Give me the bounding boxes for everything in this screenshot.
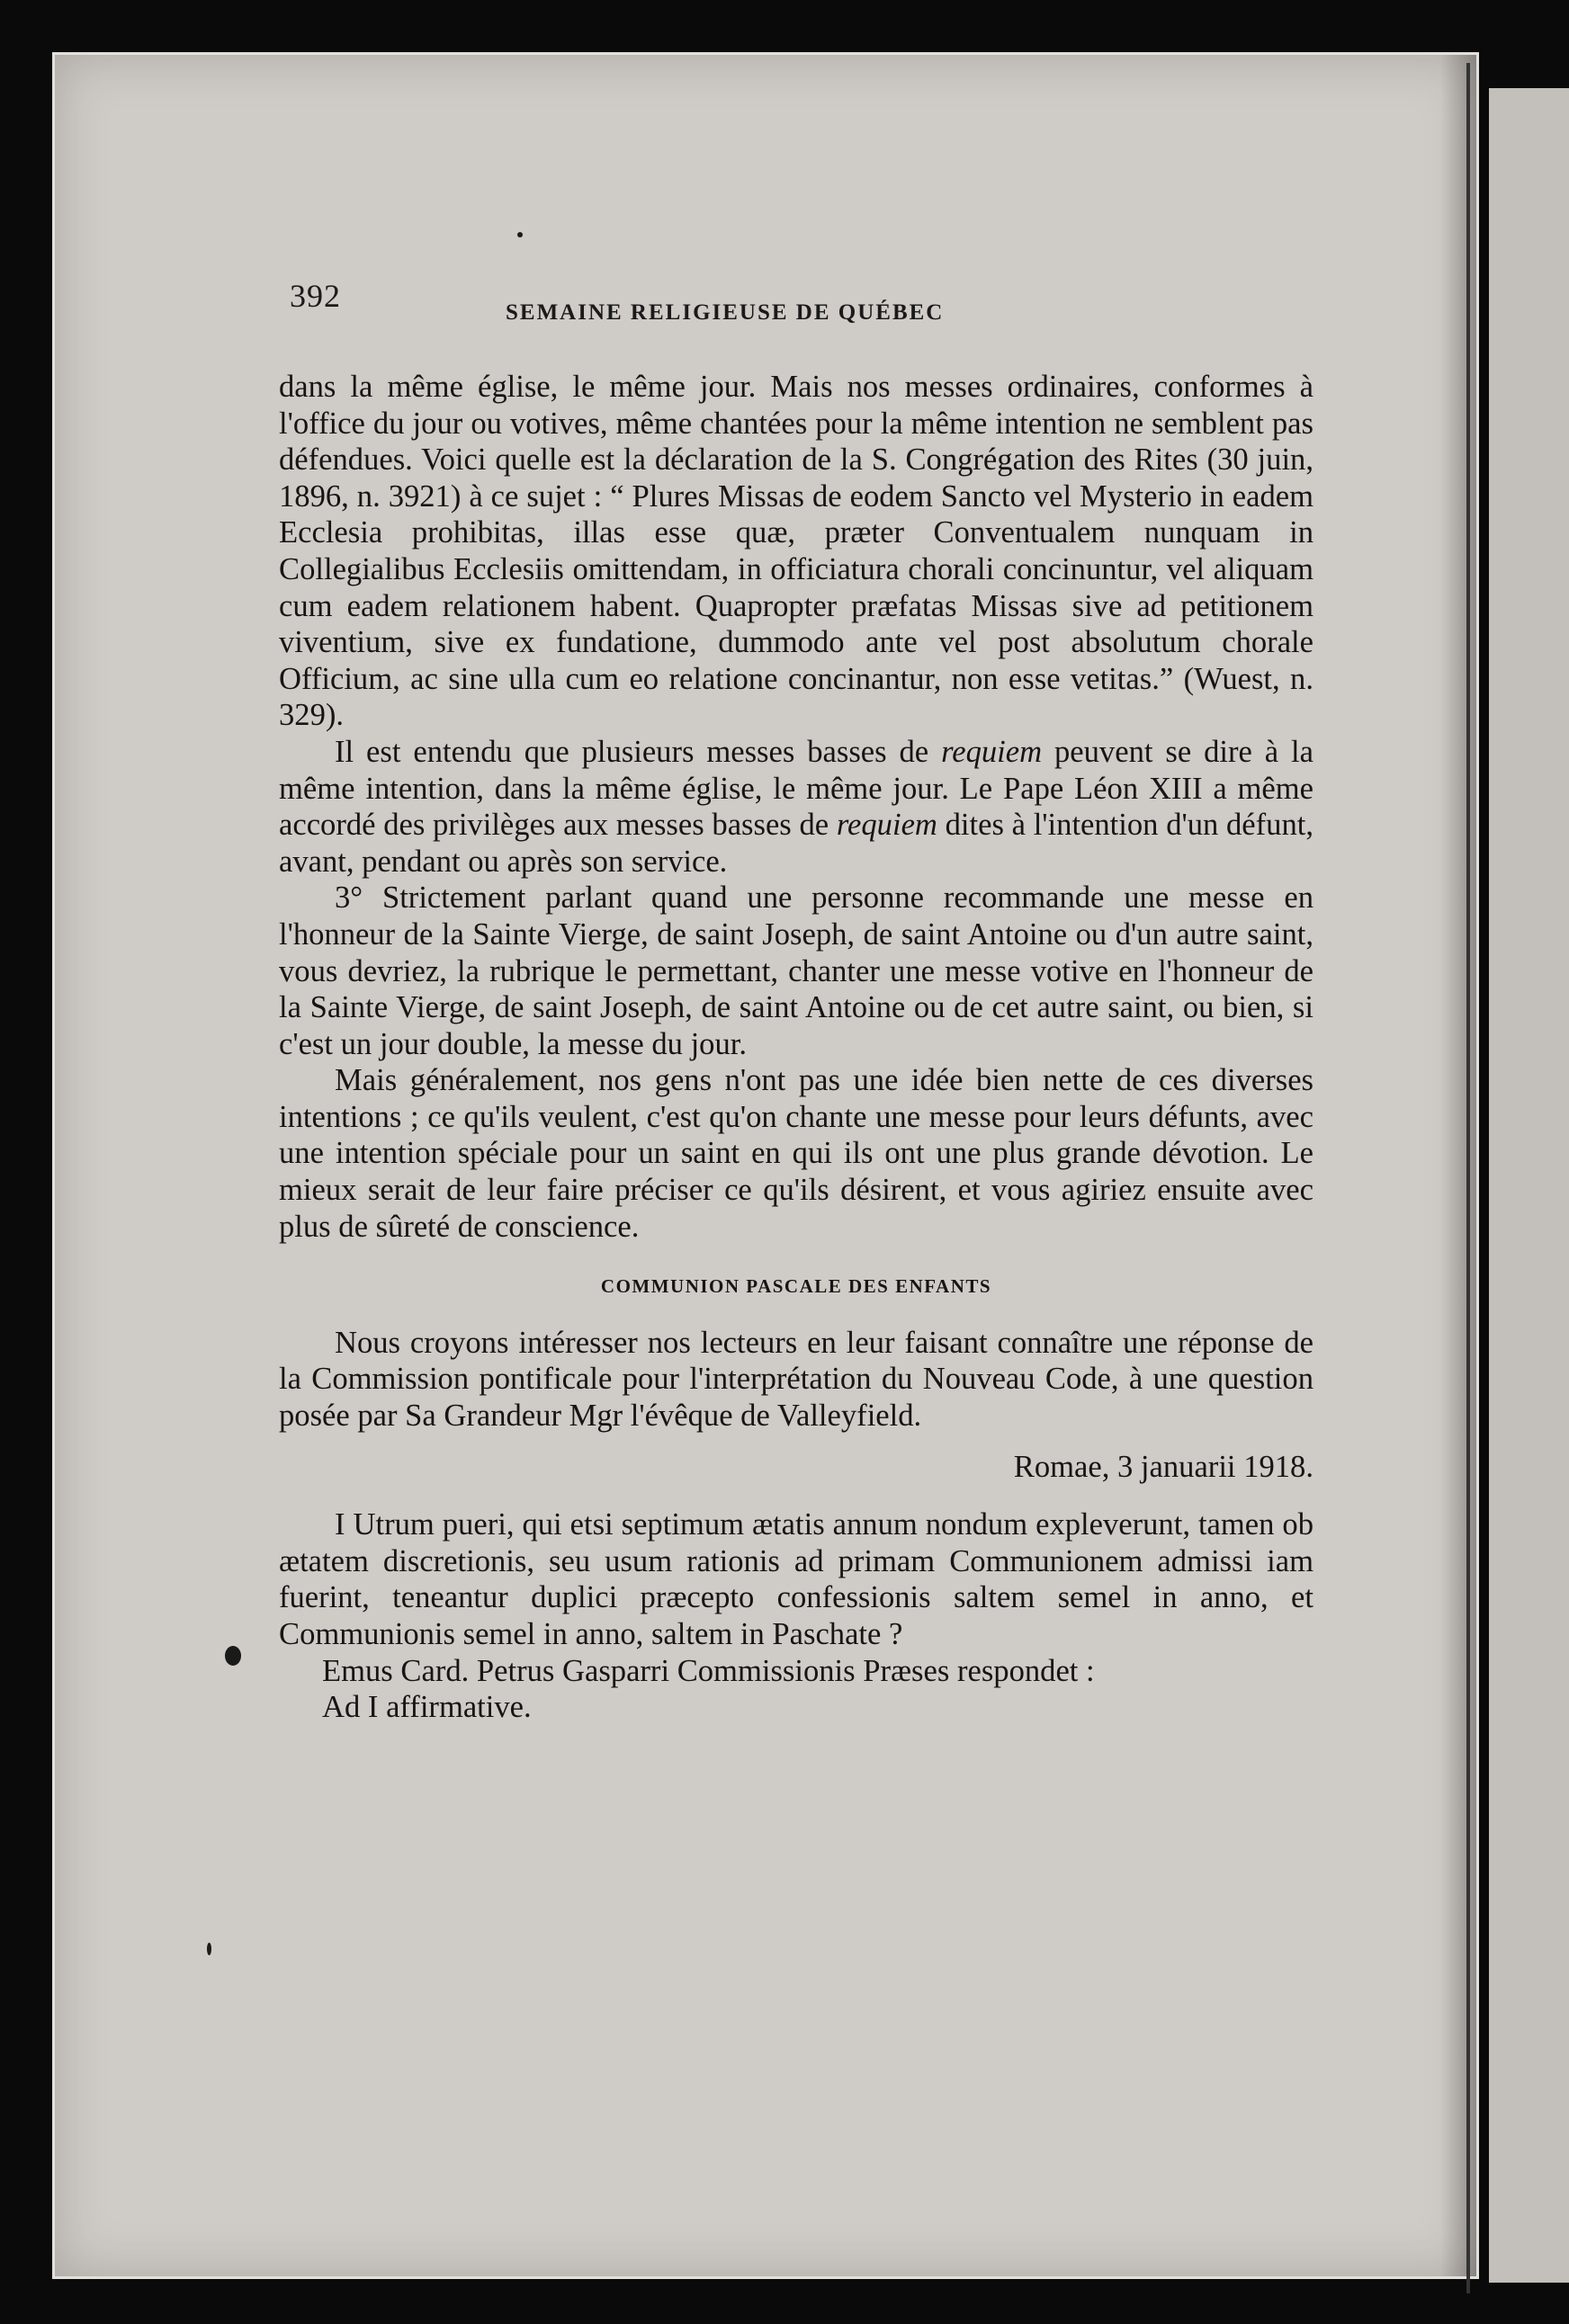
paragraph-general-intentions: Mais généralement, nos gens n'ont pas une idée bien nette de ces diverses intentions ; ce qu'ils veulent, c'est qu'on chante une messe pour leurs défunts, avec une intention spéciale pour un saint en qui ils ont une plus grande dévotion. Le mieux serait de leur faire préciser ce qu'ils désirent, et vous agiriez ensuite avec plus de sûreté de conscience. <box>279 1063 1313 1244</box>
paragraph-requiem-text-1: Il est entendu que plusieurs messes basses de <box>335 734 942 769</box>
section-heading: COMMUNION PASCALE DES ENFANTS <box>600 1275 992 1298</box>
paragraph-requiem-text-3: dites à l'intention d'un défunt, avant, pendant ou après son service. <box>279 808 1313 879</box>
response-answer: Ad I affirmative. <box>322 1690 532 1725</box>
requiem-emphasis-1: requiem <box>941 734 1043 769</box>
page-body <box>279 369 1313 1726</box>
ink-speck <box>517 232 523 237</box>
question-text: I Utrum pueri, qui etsi septimum ætatis annum nondum expleverunt, tamen ob ætatem discretionis, seu usum rationis ad primam Communionem admissi iam fuerint, teneantur duplici præcepto confessionis saltem semel in anno, et Communionis semel in anno, saltem in Paschate ? <box>279 1507 1313 1651</box>
ink-speck <box>207 1943 211 1955</box>
ink-speck <box>225 1646 241 1666</box>
page-gutter <box>1466 63 1470 2293</box>
page-number: 392 <box>290 278 341 314</box>
paragraph-continuation: dans la même église, le même jour. Mais nos messes ordinaires, conformes à l'office du jour ou votives, même chantées pour la même intention ne semblent pas défendues. Voici quelle est la déclaration de la S. Congrégation des Rites (30 juin, 1896, n. 3921) à ce sujet : “ Plures Missas de eodem Sancto vel Mysterio in eadem Ecclesia prohibitas, illas esse quæ, præter Conventualem nunquam in Collegialibus Ecclesiis omittendam, in officiatura chorali concinuntur, vel aliquam cum eadem relationem habent. Quapropter præfatas Missas sive ad petitionem viventium, sive ex fundatione, dummodo ante vel post absolutum chorale Officium, ac sine ulla cum eo relatione concinantur, non esse vetitas.” (Wuest, n. 329). <box>279 370 1313 733</box>
paragraph-requiem <box>279 734 1313 880</box>
response-intro: Emus Card. Petrus Gasparri Commissionis Præses respondet : <box>322 1653 1095 1688</box>
requiem-emphasis-2: requiem <box>836 808 937 843</box>
journal-title: SEMAINE RELIGIEUSE DE QUÉBEC <box>506 300 945 325</box>
adjacent-page-edge <box>1489 88 1569 2283</box>
paragraph-requiem-text-2: peuvent se dire à la même intention, dans la même église, le même jour. Le Pape Léon XIII a même accordé des privilèges aux messes basses de <box>279 734 1313 843</box>
dateline: Romae, 3 januarii 1918. <box>1013 1449 1313 1484</box>
paragraph-point-3: 3° Strictement parlant quand une personne recommande une messe en l'honneur de la Sainte Vierge, de saint Joseph, de saint Antoine ou d'un autre saint, vous devriez, la rubrique le permettant, chanter une messe votive en l'honneur de la Sainte Vierge, de saint Joseph, de saint Antoine ou de cet autre saint, ou bien, si c'est un jour double, la messe du jour. <box>279 880 1313 1061</box>
paragraph-commission-intro: Nous croyons intéresser nos lecteurs en leur faisant connaître une réponse de la Commission pontificale pour l'interprétation du Nouveau Code, à une question posée par Sa Grandeur Mgr l'évêque de Valleyfield. <box>279 1325 1313 1434</box>
running-header <box>290 270 1081 333</box>
